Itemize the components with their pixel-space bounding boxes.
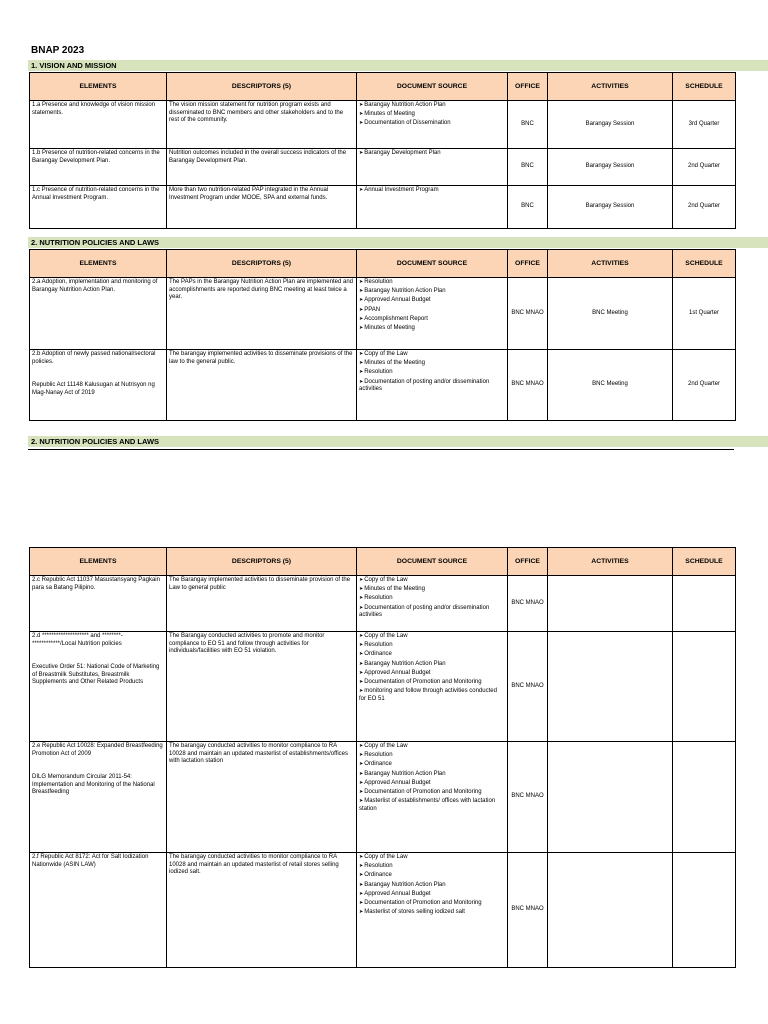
element-text: 2.c Republic Act 11037 Masustansyang Pagkain para sa Batang Pilipino. bbox=[32, 577, 160, 591]
element-cell bbox=[30, 632, 167, 742]
document-source-item: ➤ Accomplishment Report bbox=[359, 316, 505, 324]
table-row bbox=[30, 576, 736, 632]
nutrition-policies-table bbox=[29, 249, 736, 421]
document-source-item: ➤ PPAN bbox=[359, 307, 505, 315]
document-source-item: ➤ Barangay Nutrition Action Plan bbox=[359, 288, 505, 296]
document-source-cell bbox=[357, 149, 508, 186]
document-source-cell bbox=[357, 576, 508, 632]
element-text: 2.e Republic Act 10028: Expanded Breastfeeding Promotion Act of 2009 bbox=[32, 743, 163, 757]
document-source-item: ➤ Resolution bbox=[359, 369, 505, 377]
table-row bbox=[30, 186, 736, 229]
activity-cell bbox=[548, 632, 673, 742]
descriptor-cell: Nutrition outcomes included in the overall success indicators of the Barangay Development Plan. bbox=[167, 149, 357, 186]
activity-cell: Barangay Session bbox=[548, 101, 673, 149]
document-source-cell bbox=[357, 186, 508, 229]
office-cell: BNC MNAO bbox=[508, 742, 548, 853]
header-descriptors: DESCRIPTORS (5) bbox=[167, 548, 357, 576]
document-source-item: ➤ Copy of the Law bbox=[359, 633, 505, 641]
element-text: 1.b Presence of nutrition-related concerns in the Barangay Development Plan. bbox=[32, 150, 160, 164]
table-row bbox=[30, 632, 736, 742]
document-source-item: ➤ Documentation of posting and/or dissemination activities bbox=[359, 605, 505, 620]
document-source-cell bbox=[357, 101, 508, 149]
table-row bbox=[30, 853, 736, 968]
activity-cell: BNC Meeting bbox=[548, 350, 673, 421]
header-office: OFFICE bbox=[508, 250, 548, 278]
document-source-item: ➤ Barangay Nutrition Action Plan bbox=[359, 882, 505, 890]
office-cell: BNC bbox=[508, 101, 548, 149]
schedule-cell: 2nd Quarter bbox=[673, 350, 736, 421]
header-schedule: SCHEDULE bbox=[673, 250, 736, 278]
document-source-item: ➤ Minutes of Meeting bbox=[359, 111, 505, 119]
document-source-item: ➤ Barangay Nutrition Action Plan bbox=[359, 771, 505, 779]
document-source-item: ➤ Ordinance bbox=[359, 651, 505, 659]
office-cell: BNC bbox=[508, 149, 548, 186]
element-note: Republic Act 11148 Kalusugan at Nutrisyon ng Mag-Nanay Act of 2019 bbox=[32, 382, 155, 396]
element-text: 1.a Presence and knowledge of vision mission statements. bbox=[32, 102, 156, 116]
document-source-item: ➤ Resolution bbox=[359, 595, 505, 603]
document-source-cell bbox=[357, 278, 508, 350]
document-source-item: ➤ Barangay Development Plan bbox=[359, 150, 505, 158]
element-cell bbox=[30, 853, 167, 968]
document-source-item: ➤ Annual Investment Program bbox=[359, 187, 505, 195]
schedule-cell bbox=[673, 853, 736, 968]
document-source-item: ➤ Resolution bbox=[359, 279, 505, 287]
header-activities: ACTIVITIES bbox=[548, 250, 673, 278]
activity-cell: BNC Meeting bbox=[548, 278, 673, 350]
section-heading-nutrition-policies-2: 2. NUTRITION POLICIES AND LAWS bbox=[28, 436, 768, 447]
document-source-item: ➤ monitoring and follow through activities conducted for EO 51 bbox=[359, 688, 505, 703]
element-cell bbox=[30, 101, 167, 149]
document-source-item: ➤ Copy of the Law bbox=[359, 743, 505, 751]
document-title: BNAP 2023 bbox=[31, 45, 85, 56]
activity-cell bbox=[548, 576, 673, 632]
schedule-cell bbox=[673, 742, 736, 853]
office-cell: BNC MNAO bbox=[508, 853, 548, 968]
document-source-cell bbox=[357, 350, 508, 421]
header-document-source: DOCUMENT SOURCE bbox=[357, 548, 508, 576]
table-row bbox=[30, 350, 736, 421]
document-source-item: ➤ Approved Annual Budget bbox=[359, 297, 505, 305]
office-cell: BNC bbox=[508, 186, 548, 229]
element-text: 2.b Adoption of newly passed national/sectoral policies. bbox=[32, 351, 156, 365]
descriptor-cell: More than two nutrition-related PAP integrated in the Annual Investment Program under MOOE, SPA and external funds. bbox=[167, 186, 357, 229]
header-elements: ELEMENTS bbox=[30, 250, 167, 278]
header-elements: ELEMENTS bbox=[30, 73, 167, 101]
header-office: OFFICE bbox=[508, 548, 548, 576]
document-source-item: ➤ Resolution bbox=[359, 863, 505, 871]
document-source-item: ➤ Ordinance bbox=[359, 761, 505, 769]
header-office: OFFICE bbox=[508, 73, 548, 101]
schedule-cell bbox=[673, 632, 736, 742]
document-source-item: ➤ Resolution bbox=[359, 752, 505, 760]
element-note: Executive Order 51: National Code of Marketing of Breastmilk Substitutes, Breastmilk Supplements and Other Related Products bbox=[32, 664, 160, 686]
document-source-cell bbox=[357, 853, 508, 968]
element-cell bbox=[30, 576, 167, 632]
document-source-item: ➤ Documentation of Promotion and Monitoring bbox=[359, 900, 505, 908]
table-row bbox=[30, 278, 736, 350]
header-descriptors: DESCRIPTORS (5) bbox=[167, 250, 357, 278]
table-row bbox=[30, 101, 736, 149]
element-cell bbox=[30, 186, 167, 229]
section-heading-nutrition-policies: 2. NUTRITION POLICIES AND LAWS bbox=[28, 237, 768, 248]
document-source-item: ➤ Approved Annual Budget bbox=[359, 670, 505, 678]
schedule-cell: 2nd Quarter bbox=[673, 149, 736, 186]
header-descriptors: DESCRIPTORS (5) bbox=[167, 73, 357, 101]
descriptor-cell: The Barangay conducted activities to promote and monitor compliance to EO 51 and follow through activities for individuals/facilities with EO 51 violation. bbox=[167, 632, 357, 742]
document-source-item: ➤ Ordinance bbox=[359, 872, 505, 880]
document-source-cell bbox=[357, 632, 508, 742]
table-row bbox=[30, 149, 736, 186]
document-source-item: ➤ Documentation of posting and/or dissemination activities bbox=[359, 379, 505, 394]
element-text: 2.f Republic Act 8172: Act for Salt Iodization Nationwide (ASIN LAW) bbox=[32, 854, 149, 868]
header-document-source: DOCUMENT SOURCE bbox=[357, 250, 508, 278]
descriptor-cell: The Barangay implemented activities to disseminate provision of the Law to general public bbox=[167, 576, 357, 632]
office-cell: BNC MNAO bbox=[508, 632, 548, 742]
header-document-source: DOCUMENT SOURCE bbox=[357, 73, 508, 101]
activity-cell: Barangay Session bbox=[548, 186, 673, 229]
element-cell bbox=[30, 149, 167, 186]
activity-cell: Barangay Session bbox=[548, 149, 673, 186]
document-source-item: ➤ Copy of the Law bbox=[359, 577, 505, 585]
header-activities: ACTIVITIES bbox=[548, 548, 673, 576]
document-source-item: ➤ Documentation of Promotion and Monitoring bbox=[359, 789, 505, 797]
document-source-item: ➤ Barangay Nutrition Action Plan bbox=[359, 661, 505, 669]
descriptor-cell: The barangay conducted activities to monitor compliance to RA 10028 and maintain an updated masterlist of retail stores selling iodized salt. bbox=[167, 853, 357, 968]
header-schedule: SCHEDULE bbox=[673, 548, 736, 576]
document-source-item: ➤ Approved Annual Budget bbox=[359, 780, 505, 788]
schedule-cell bbox=[673, 576, 736, 632]
document-source-item: ➤ Minutes of the Meeting bbox=[359, 360, 505, 368]
document-source-item: ➤ Copy of the Law bbox=[359, 854, 505, 862]
descriptor-cell: The barangay conducted activities to monitor compliance to RA 10028 and maintain an updated masterlist of establishments/offices with lactation station bbox=[167, 742, 357, 853]
header-schedule: SCHEDULE bbox=[673, 73, 736, 101]
header-elements: ELEMENTS bbox=[30, 548, 167, 576]
section-divider bbox=[28, 449, 734, 450]
descriptor-cell: The barangay implemented activities to disseminate provisions of the law to the general public. bbox=[167, 350, 357, 421]
document-source-item: ➤ Copy of the Law bbox=[359, 351, 505, 359]
vision-mission-table bbox=[29, 72, 736, 229]
document-source-item: ➤ Resolution bbox=[359, 642, 505, 650]
descriptor-cell: The vision mission statement for nutrition program exists and disseminated to BNC members and other stakeholders and to the rest of the community. bbox=[167, 101, 357, 149]
document-source-item: ➤ Masterlist of stores selling iodized salt bbox=[359, 909, 505, 917]
nutrition-policies-continued-table bbox=[29, 547, 736, 968]
document-source-item: ➤ Masterlist of establishments/ offices with lactation station bbox=[359, 798, 505, 813]
document-source-item: ➤ Approved Annual Budget bbox=[359, 891, 505, 899]
document-source-cell bbox=[357, 742, 508, 853]
table-row bbox=[30, 742, 736, 853]
section-heading-vision-mission: 1. VISION AND MISSION bbox=[28, 60, 768, 71]
element-cell bbox=[30, 350, 167, 421]
element-text: 1.c Presence of nutrition-related concerns in the Annual Investment Program. bbox=[32, 187, 160, 201]
office-cell: BNC MNAO bbox=[508, 350, 548, 421]
schedule-cell: 3rd Quarter bbox=[673, 101, 736, 149]
schedule-cell: 1st Quarter bbox=[673, 278, 736, 350]
element-cell bbox=[30, 742, 167, 853]
document-source-item: ➤ Documentation of Promotion and Monitoring bbox=[359, 679, 505, 687]
header-activities: ACTIVITIES bbox=[548, 73, 673, 101]
document-source-item: ➤ Minutes of the Meeting bbox=[359, 586, 505, 594]
activity-cell bbox=[548, 742, 673, 853]
schedule-cell: 2nd Quarter bbox=[673, 186, 736, 229]
element-text: 2.a Adoption, implementation and monitoring of Barangay Nutrition Action Plan. bbox=[32, 279, 158, 293]
element-cell bbox=[30, 278, 167, 350]
document-source-item: ➤ Minutes of Meeting bbox=[359, 325, 505, 333]
document-source-item: ➤ Documentation of Dissemination bbox=[359, 120, 505, 128]
element-text: 2.d ******************** and ********- ************/Local Nutrition policies bbox=[32, 633, 123, 647]
activity-cell bbox=[548, 853, 673, 968]
descriptor-cell: The PAPs in the Barangay Nutrition Action Plan are implemented and accomplishments are reported during BNC meeting at least twice a year. bbox=[167, 278, 357, 350]
office-cell: BNC MNAO bbox=[508, 576, 548, 632]
element-note: DILG Memorandum Circular 2011-54: Implementation and Monitoring of the National Breastfeeding bbox=[32, 774, 155, 796]
office-cell: BNC MNAO bbox=[508, 278, 548, 350]
document-source-item: ➤ Barangay Nutrition Action Plan bbox=[359, 102, 505, 110]
